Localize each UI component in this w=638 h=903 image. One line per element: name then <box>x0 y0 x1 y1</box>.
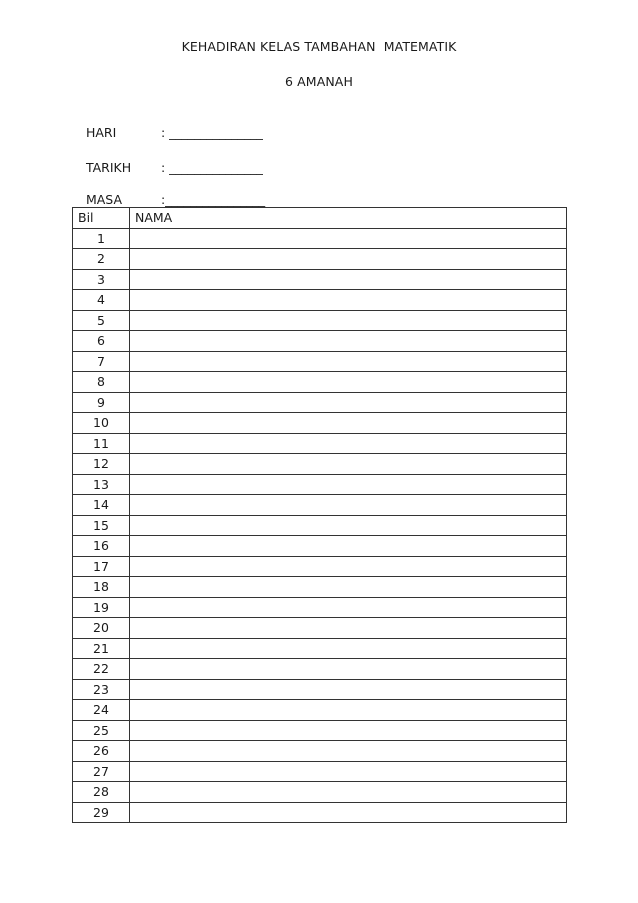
table-row <box>73 659 567 680</box>
table-row <box>73 228 567 249</box>
field-value-tarikh: : _______________ <box>160 160 263 175</box>
row-number: 10 <box>73 413 130 434</box>
table-row <box>73 433 567 454</box>
field-hari <box>78 110 263 140</box>
name-cell[interactable] <box>130 454 567 475</box>
name-cell[interactable] <box>130 495 567 516</box>
table-row <box>73 577 567 598</box>
row-number: 18 <box>73 577 130 598</box>
table-row <box>73 372 567 393</box>
table-row <box>73 679 567 700</box>
attendance-table <box>72 207 567 823</box>
field-value-hari: : _______________ <box>160 125 263 140</box>
row-number: 1 <box>73 228 130 249</box>
table-header-row <box>73 208 567 229</box>
row-number: 24 <box>73 700 130 721</box>
name-cell[interactable] <box>130 269 567 290</box>
table-row <box>73 290 567 311</box>
name-cell[interactable] <box>130 720 567 741</box>
name-cell[interactable] <box>130 597 567 618</box>
name-cell[interactable] <box>130 331 567 352</box>
name-cell[interactable] <box>130 249 567 270</box>
name-cell[interactable] <box>130 413 567 434</box>
row-number: 20 <box>73 618 130 639</box>
table-row <box>73 618 567 639</box>
row-number: 12 <box>73 454 130 475</box>
row-number: 5 <box>73 310 130 331</box>
table-row <box>73 802 567 823</box>
row-number: 13 <box>73 474 130 495</box>
table-row <box>73 597 567 618</box>
row-number: 15 <box>73 515 130 536</box>
table-row <box>73 700 567 721</box>
field-tarikh <box>78 145 263 175</box>
row-number: 14 <box>73 495 130 516</box>
name-cell[interactable] <box>130 536 567 557</box>
row-number: 19 <box>73 597 130 618</box>
row-number: 22 <box>73 659 130 680</box>
row-number: 4 <box>73 290 130 311</box>
row-number: 7 <box>73 351 130 372</box>
row-number: 27 <box>73 761 130 782</box>
name-cell[interactable] <box>130 679 567 700</box>
name-cell[interactable] <box>130 782 567 803</box>
table-row <box>73 269 567 290</box>
row-number: 6 <box>73 331 130 352</box>
row-number: 21 <box>73 638 130 659</box>
row-number: 9 <box>73 392 130 413</box>
name-cell[interactable] <box>130 618 567 639</box>
row-number: 2 <box>73 249 130 270</box>
name-cell[interactable] <box>130 372 567 393</box>
table-row <box>73 782 567 803</box>
table-row <box>73 495 567 516</box>
name-cell[interactable] <box>130 392 567 413</box>
page-title: KEHADIRAN KELAS TAMBAHAN MATEMATIK <box>181 39 457 54</box>
table-row <box>73 638 567 659</box>
name-cell[interactable] <box>130 659 567 680</box>
name-cell[interactable] <box>130 577 567 598</box>
row-number: 23 <box>73 679 130 700</box>
name-cell[interactable] <box>130 761 567 782</box>
row-number: 25 <box>73 720 130 741</box>
table-row <box>73 454 567 475</box>
row-number: 26 <box>73 741 130 762</box>
name-cell[interactable] <box>130 638 567 659</box>
table-row <box>73 392 567 413</box>
table-row <box>73 331 567 352</box>
table-row <box>73 515 567 536</box>
table-row <box>73 536 567 557</box>
row-number: 3 <box>73 269 130 290</box>
table-row <box>73 761 567 782</box>
name-cell[interactable] <box>130 474 567 495</box>
row-number: 11 <box>73 433 130 454</box>
class-name-text: 6 AMANAH <box>285 74 353 89</box>
header-nama: NAMA <box>130 208 567 229</box>
field-label-hari: HARI <box>85 125 117 140</box>
table-row <box>73 741 567 762</box>
table-row <box>73 413 567 434</box>
table-row <box>73 249 567 270</box>
header-bil: Bil <box>73 208 130 229</box>
table-row <box>73 474 567 495</box>
field-masa <box>78 177 265 207</box>
field-label-tarikh: TARIKH <box>85 160 132 175</box>
row-number: 16 <box>73 536 130 557</box>
row-number: 8 <box>73 372 130 393</box>
table-row <box>73 351 567 372</box>
name-cell[interactable] <box>130 351 567 372</box>
name-cell[interactable] <box>130 433 567 454</box>
attendance-rows <box>73 228 567 823</box>
name-cell[interactable] <box>130 515 567 536</box>
name-cell[interactable] <box>130 802 567 823</box>
row-number: 28 <box>73 782 130 803</box>
name-cell[interactable] <box>130 741 567 762</box>
field-label-masa: MASA <box>85 192 123 207</box>
class-name <box>0 74 638 89</box>
field-value-masa: :________________ <box>160 192 266 207</box>
table-row <box>73 310 567 331</box>
row-number: 29 <box>73 802 130 823</box>
table-row <box>73 556 567 577</box>
row-number: 17 <box>73 556 130 577</box>
name-cell[interactable] <box>130 700 567 721</box>
name-cell[interactable] <box>130 228 567 249</box>
name-cell[interactable] <box>130 556 567 577</box>
table-row <box>73 720 567 741</box>
name-cell[interactable] <box>130 290 567 311</box>
name-cell[interactable] <box>130 310 567 331</box>
